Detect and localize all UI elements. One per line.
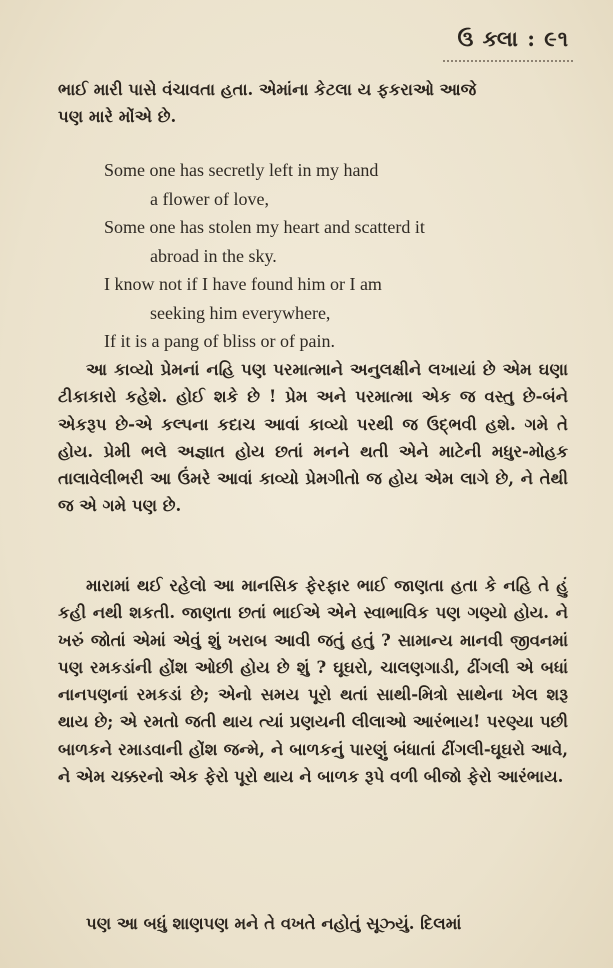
text-line: ભાઈ મારી પાસે વંચાવતા હતા. એમાંના કેટલા ય ફકરાઓ આજે xyxy=(58,80,477,99)
text-line: પણ મારે મોંએ છે. xyxy=(58,107,177,127)
paragraph-text: મારામાં થઈ રહેલો આ માનસિક ફેરફાર ભાઈ જાણતા હતા કે નહિ તે હું કહી નથી શકતી. જાણતા છતાં ભાઈએ એને સ્વાભાવિક પણ ગણ્યો હોય. ને ખરું જોતાં એમાં એવું શું ખરાબ આવી જતું હતું ? સામાન્ય માનવી જીવનમાં પણ રમકડાંની હોંશ ઓછી હોય છે શું ? ઘૂઘરો, ચાલણગાડી, ઢીંગલી એ બધાં નાનપણનાં રમકડાં છે; એનો સમય પૂરો થતાં સાથી-મિત્રો સાથેના ખેલ શરૂ થાય છે; એ રમતો જતી થાય ત્યાં પ્રણયની લીલાઓ આરંભાય! પરણ્યા પછી બાળકને રમાડવાની હોંશ જન્મે, ને બાળકનું પારણું બંધાતાં ઢીંગલી-ઘૂઘરો આવે, ને એમ ચક્કરનો એક ફેરો પૂરો થાય ને બાળક રૂપે વળી બીજો ફેરો આરંભાય. xyxy=(58,576,568,787)
poem-line: a flower of love, xyxy=(150,188,269,209)
poem-line: Some one has secretly left in my hand xyxy=(104,160,379,180)
paragraph-text: પણ આ બધું શાણપણ મને તે વખતે નહોતું સૂઝ્યું. દિલમાં xyxy=(86,914,462,933)
paragraph-text: આ કાવ્યો પ્રેમનાં નહિ પણ પરમાત્માને અનુલક્ષીને લખાયાં છે એમ ઘણા ટીકાકારો કહેશે. હોઈ શકે છે ! પ્રેમ અને પરમાત્મા એક જ વસ્તુ છે-બંને એકરૂપ છે-એ કલ્પના કદાચ આવાં કાવ્યો પરથી જ ઉદ્ભવી હશે. ગમે તે હોય. પ્રેમી ભલે અજ્ઞાત હોય છતાં મનને થતી એને માટેની મધુર-મોહક તાલાવેલીભરી આ ઉંમરે આવાં કાવ્યો પ્રેમગીતો જ હોય એમ લાગે છે, ને તેથી જ એ ગમે પણ છે. xyxy=(58,360,568,516)
poem-line: I know not if I have found him or I am xyxy=(104,274,382,294)
poem-line: seeking him everywhere, xyxy=(150,302,331,323)
paragraph xyxy=(58,910,568,937)
paragraph-continuation xyxy=(58,76,568,131)
page-header: ઉ ક્લા : ૯૧ xyxy=(457,26,569,51)
header-divider xyxy=(443,60,573,64)
poem-line: abroad in the sky. xyxy=(150,245,277,266)
poem-line: Some one has stolen my heart and scatterd it xyxy=(104,217,425,237)
paragraph xyxy=(58,572,568,790)
poem-line: If it is a pang of bliss or of pain. xyxy=(104,331,335,351)
quoted-poem xyxy=(104,156,574,356)
paragraph xyxy=(58,356,568,520)
